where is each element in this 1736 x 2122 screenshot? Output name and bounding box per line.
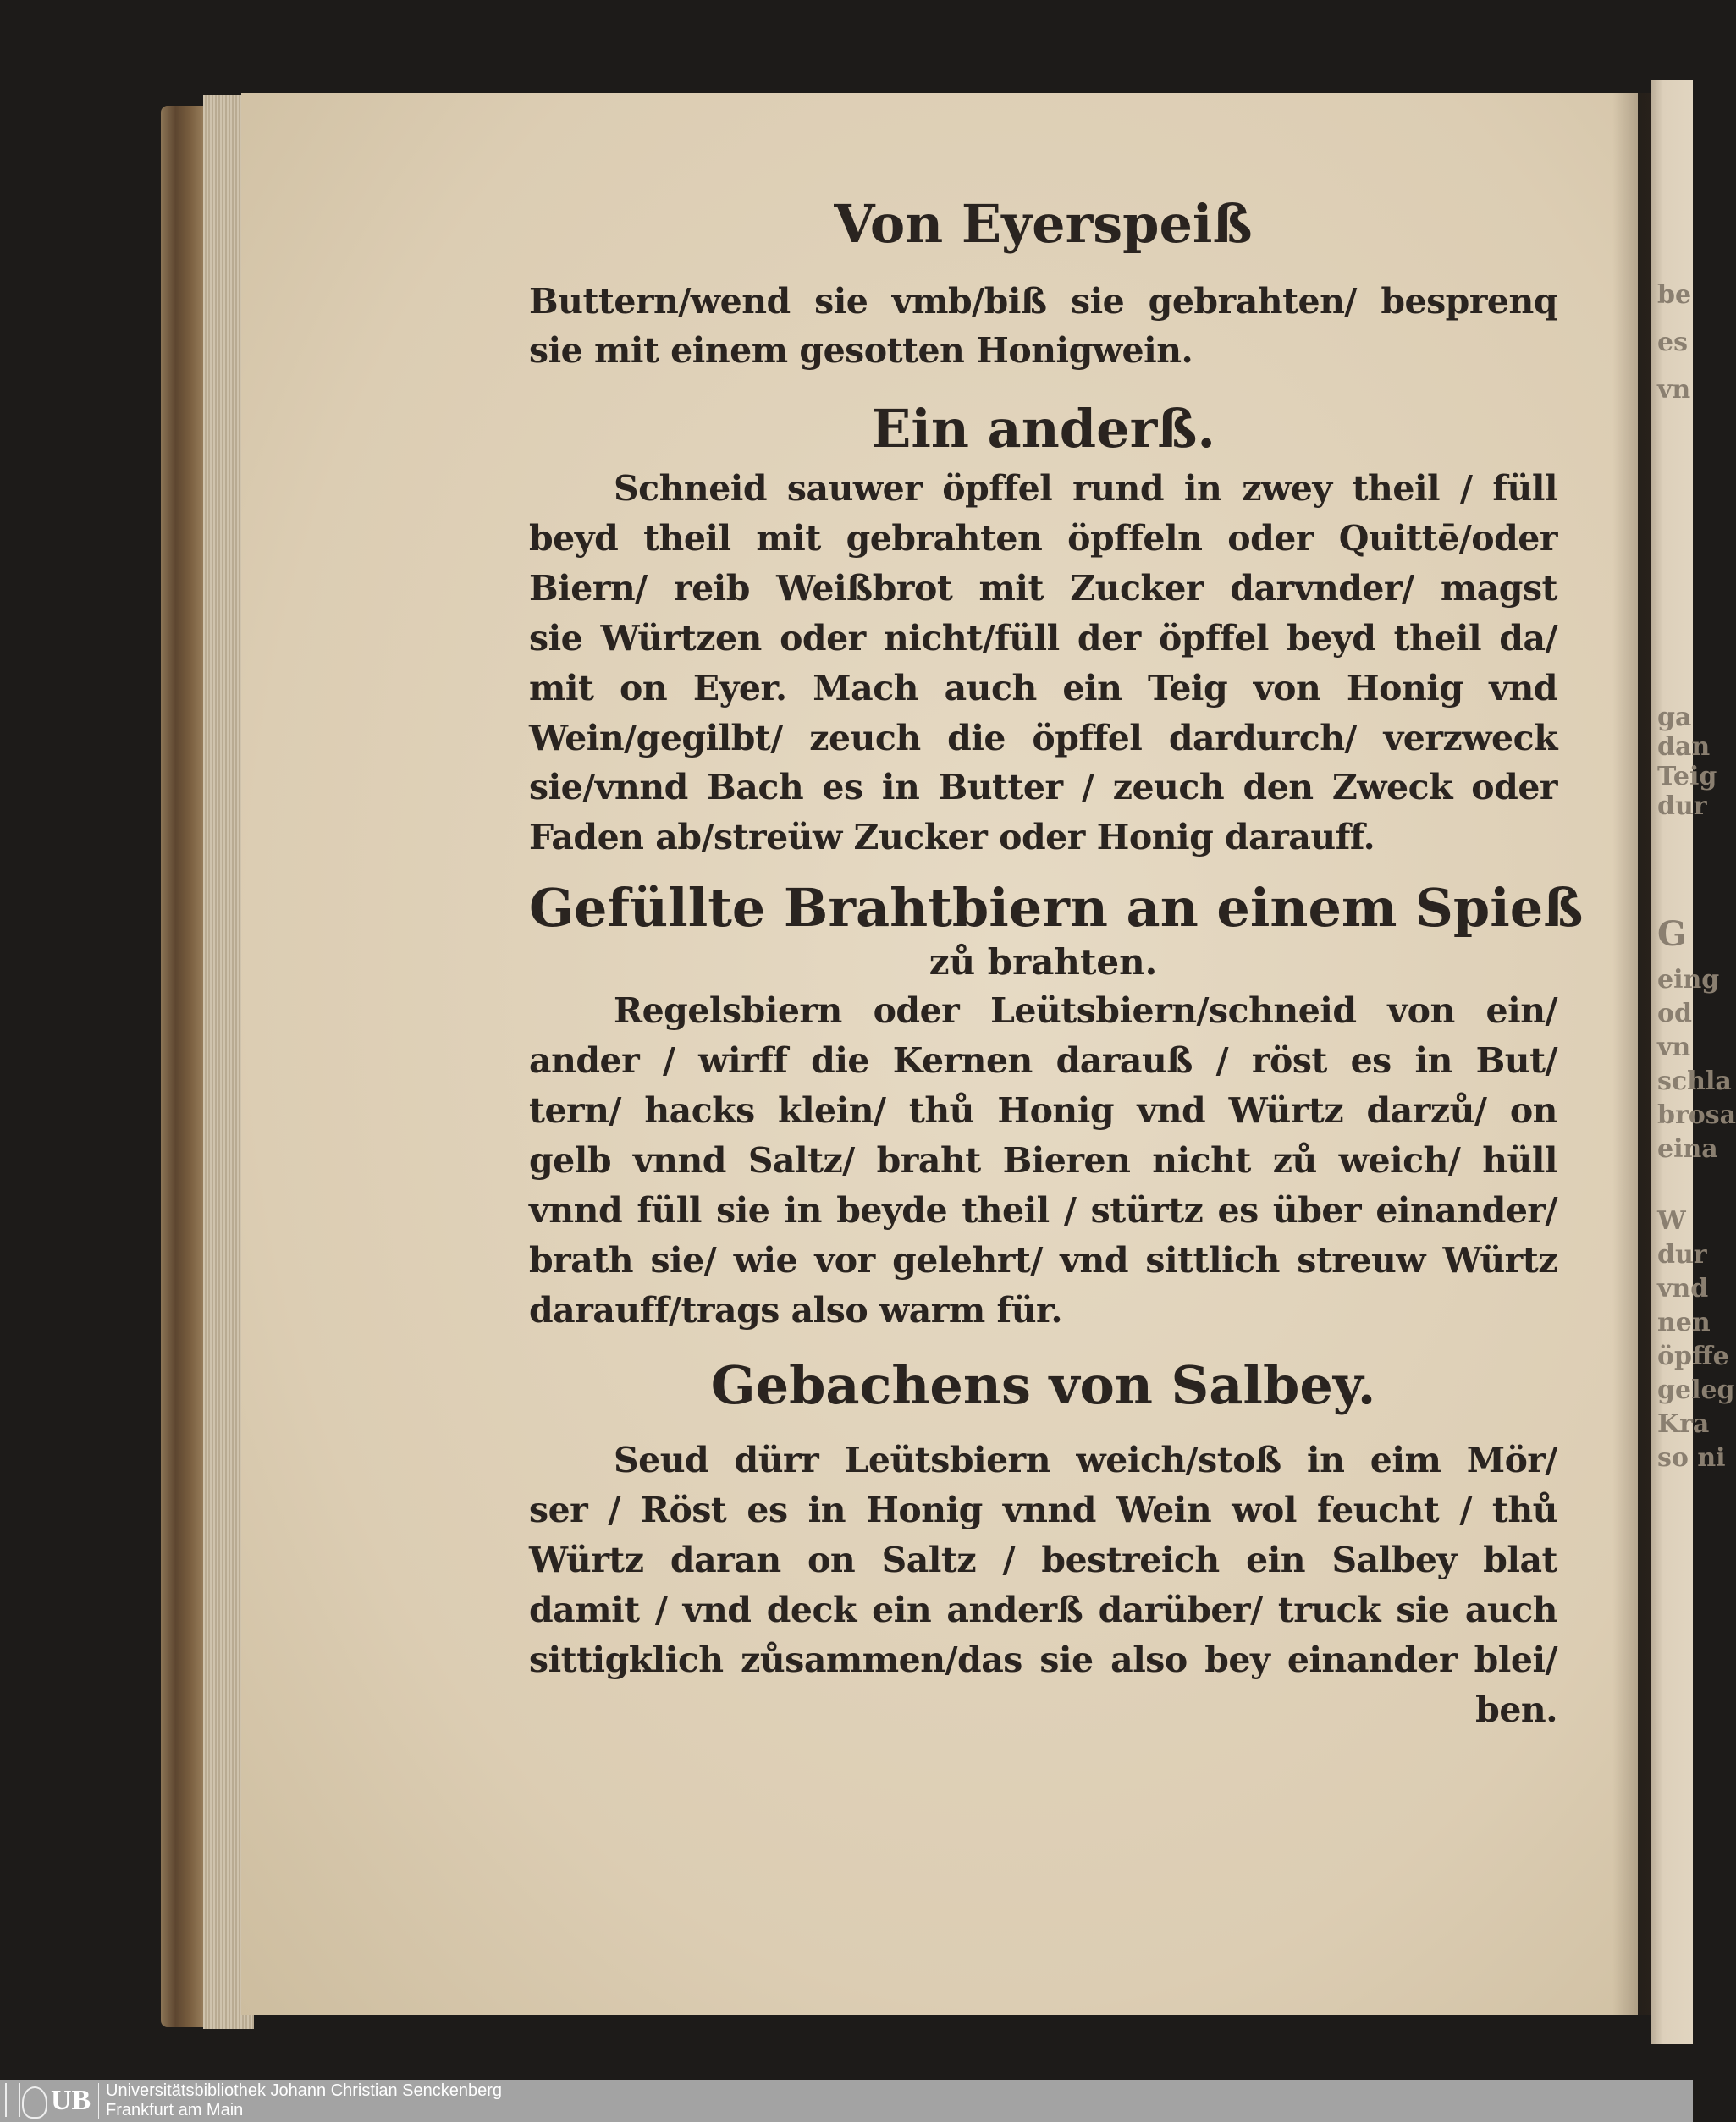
library-name: Universitätsbibliothek Johann Christian Senckenberg xyxy=(106,2081,503,2100)
text-line: Schneid sauwer öpffel rund in zwey theil / füll xyxy=(614,468,1557,509)
text-line: gelb vnnd Saltz/ braht Bieren nicht zů weich/ hüll xyxy=(529,1140,1557,1181)
text-line: ander / wirff die Kernen darauß / röst es in But/ xyxy=(529,1040,1557,1081)
next-page-fragment: G xyxy=(1657,914,1687,954)
running-heading: Von Eyerspeiß xyxy=(834,193,1253,255)
next-page-fragment: W xyxy=(1657,1206,1686,1236)
section-title: Gebachens von Salbey. xyxy=(710,1354,1376,1416)
next-page-fragment: es xyxy=(1657,328,1688,357)
columns-icon xyxy=(5,2083,20,2117)
next-page-fragment: nen xyxy=(1657,1308,1711,1337)
text-line: Seud dürr Leütsbiern weich/stoß in eim Mör/ xyxy=(614,1440,1557,1480)
next-page-fragment: brosa xyxy=(1657,1100,1736,1130)
next-page-fragment: öpffe xyxy=(1657,1342,1729,1371)
next-page-fragment: vnd xyxy=(1657,1274,1709,1304)
next-page-fragment: ga xyxy=(1657,703,1692,732)
text-line: mit on Eyer. Mach auch ein Teig von Honig vnd xyxy=(529,668,1557,708)
next-page-fragment: schla xyxy=(1657,1067,1732,1096)
text-line: damit / vnd deck ein anderß darüber/ truck sie auch xyxy=(529,1590,1557,1630)
text-line: tern/ hacks klein/ thů Honig vnd Würtz darzů/ on xyxy=(529,1090,1557,1131)
text-line: ser / Röst es in Honig vnnd Wein wol feucht / thů xyxy=(529,1490,1557,1530)
text-line: Buttern/wend sie vmb/biß sie gebrahten/ besprenq xyxy=(529,281,1557,322)
next-page-fragment: vn xyxy=(1657,1033,1691,1062)
page-gutter-shadow xyxy=(1612,93,1651,2015)
next-page-fragment: geleg xyxy=(1657,1375,1735,1405)
next-page-fragment: dan xyxy=(1657,732,1711,762)
ub-logo xyxy=(3,2083,99,2119)
library-footer xyxy=(0,2080,1693,2122)
next-page-strip xyxy=(1651,80,1736,2044)
text-line: brath sie/ wie vor gelehrt/ vnd sittlich streuw Würtz xyxy=(529,1240,1557,1281)
next-page-fragment: eina xyxy=(1657,1134,1718,1164)
next-page-fragment: be xyxy=(1657,280,1692,310)
next-page-fragment: Teig xyxy=(1657,762,1717,791)
text-line: beyd theil mit gebrahten öpffeln oder Quittē/oder xyxy=(529,518,1557,559)
ub-logo-text: UB xyxy=(51,2085,91,2116)
section-subtitle: zů brahten. xyxy=(929,941,1158,983)
section-title: Ein anderß. xyxy=(871,398,1215,460)
next-page-fragment: so ni xyxy=(1657,1443,1726,1473)
text-line: Biern/ reib Weißbrot mit Zucker darvnder/ magst xyxy=(529,568,1557,609)
text-line: sie/vnnd Bach es in Butter / zeuch den Zweck oder xyxy=(529,767,1557,807)
text-line: Regelsbiern oder Leütsbiern/schneid von ein/ xyxy=(614,990,1557,1031)
portrait-icon xyxy=(22,2086,47,2119)
text-line: vnnd füll sie in beyde theil / stürtz es über einander/ xyxy=(529,1190,1557,1231)
text-line: Wein/gegilbt/ zeuch die öpffel dardurch/ verzweck xyxy=(529,718,1557,758)
section-title: Gefüllte Brahtbiern an einem Spieß xyxy=(529,877,1584,939)
next-page-fragment: eing xyxy=(1657,965,1720,995)
next-page-fragment: vn xyxy=(1657,375,1691,405)
next-page-fragment: od xyxy=(1657,999,1692,1028)
next-page-fragment: dur xyxy=(1657,791,1707,821)
next-page-fragment: Kra xyxy=(1657,1409,1710,1439)
text-line: sie Würtzen oder nicht/füll der öpffel beyd theil da/ xyxy=(529,618,1557,659)
text-line: sittigklich zůsammen/das sie also bey einander blei/ xyxy=(529,1640,1557,1680)
text-line: Faden ab/streüw Zucker oder Honig darauff. xyxy=(529,817,1375,857)
library-city: Frankfurt am Main xyxy=(106,2101,244,2119)
text-line: sie mit einem gesotten Honigwein. xyxy=(529,330,1193,371)
next-page-fragment: dur xyxy=(1657,1240,1707,1270)
text-line: ben. xyxy=(1475,1689,1557,1730)
text-line: Würtz daran on Saltz / bestreich ein Salbey blat xyxy=(529,1540,1557,1580)
text-line: darauff/trags also warm für. xyxy=(529,1290,1063,1331)
